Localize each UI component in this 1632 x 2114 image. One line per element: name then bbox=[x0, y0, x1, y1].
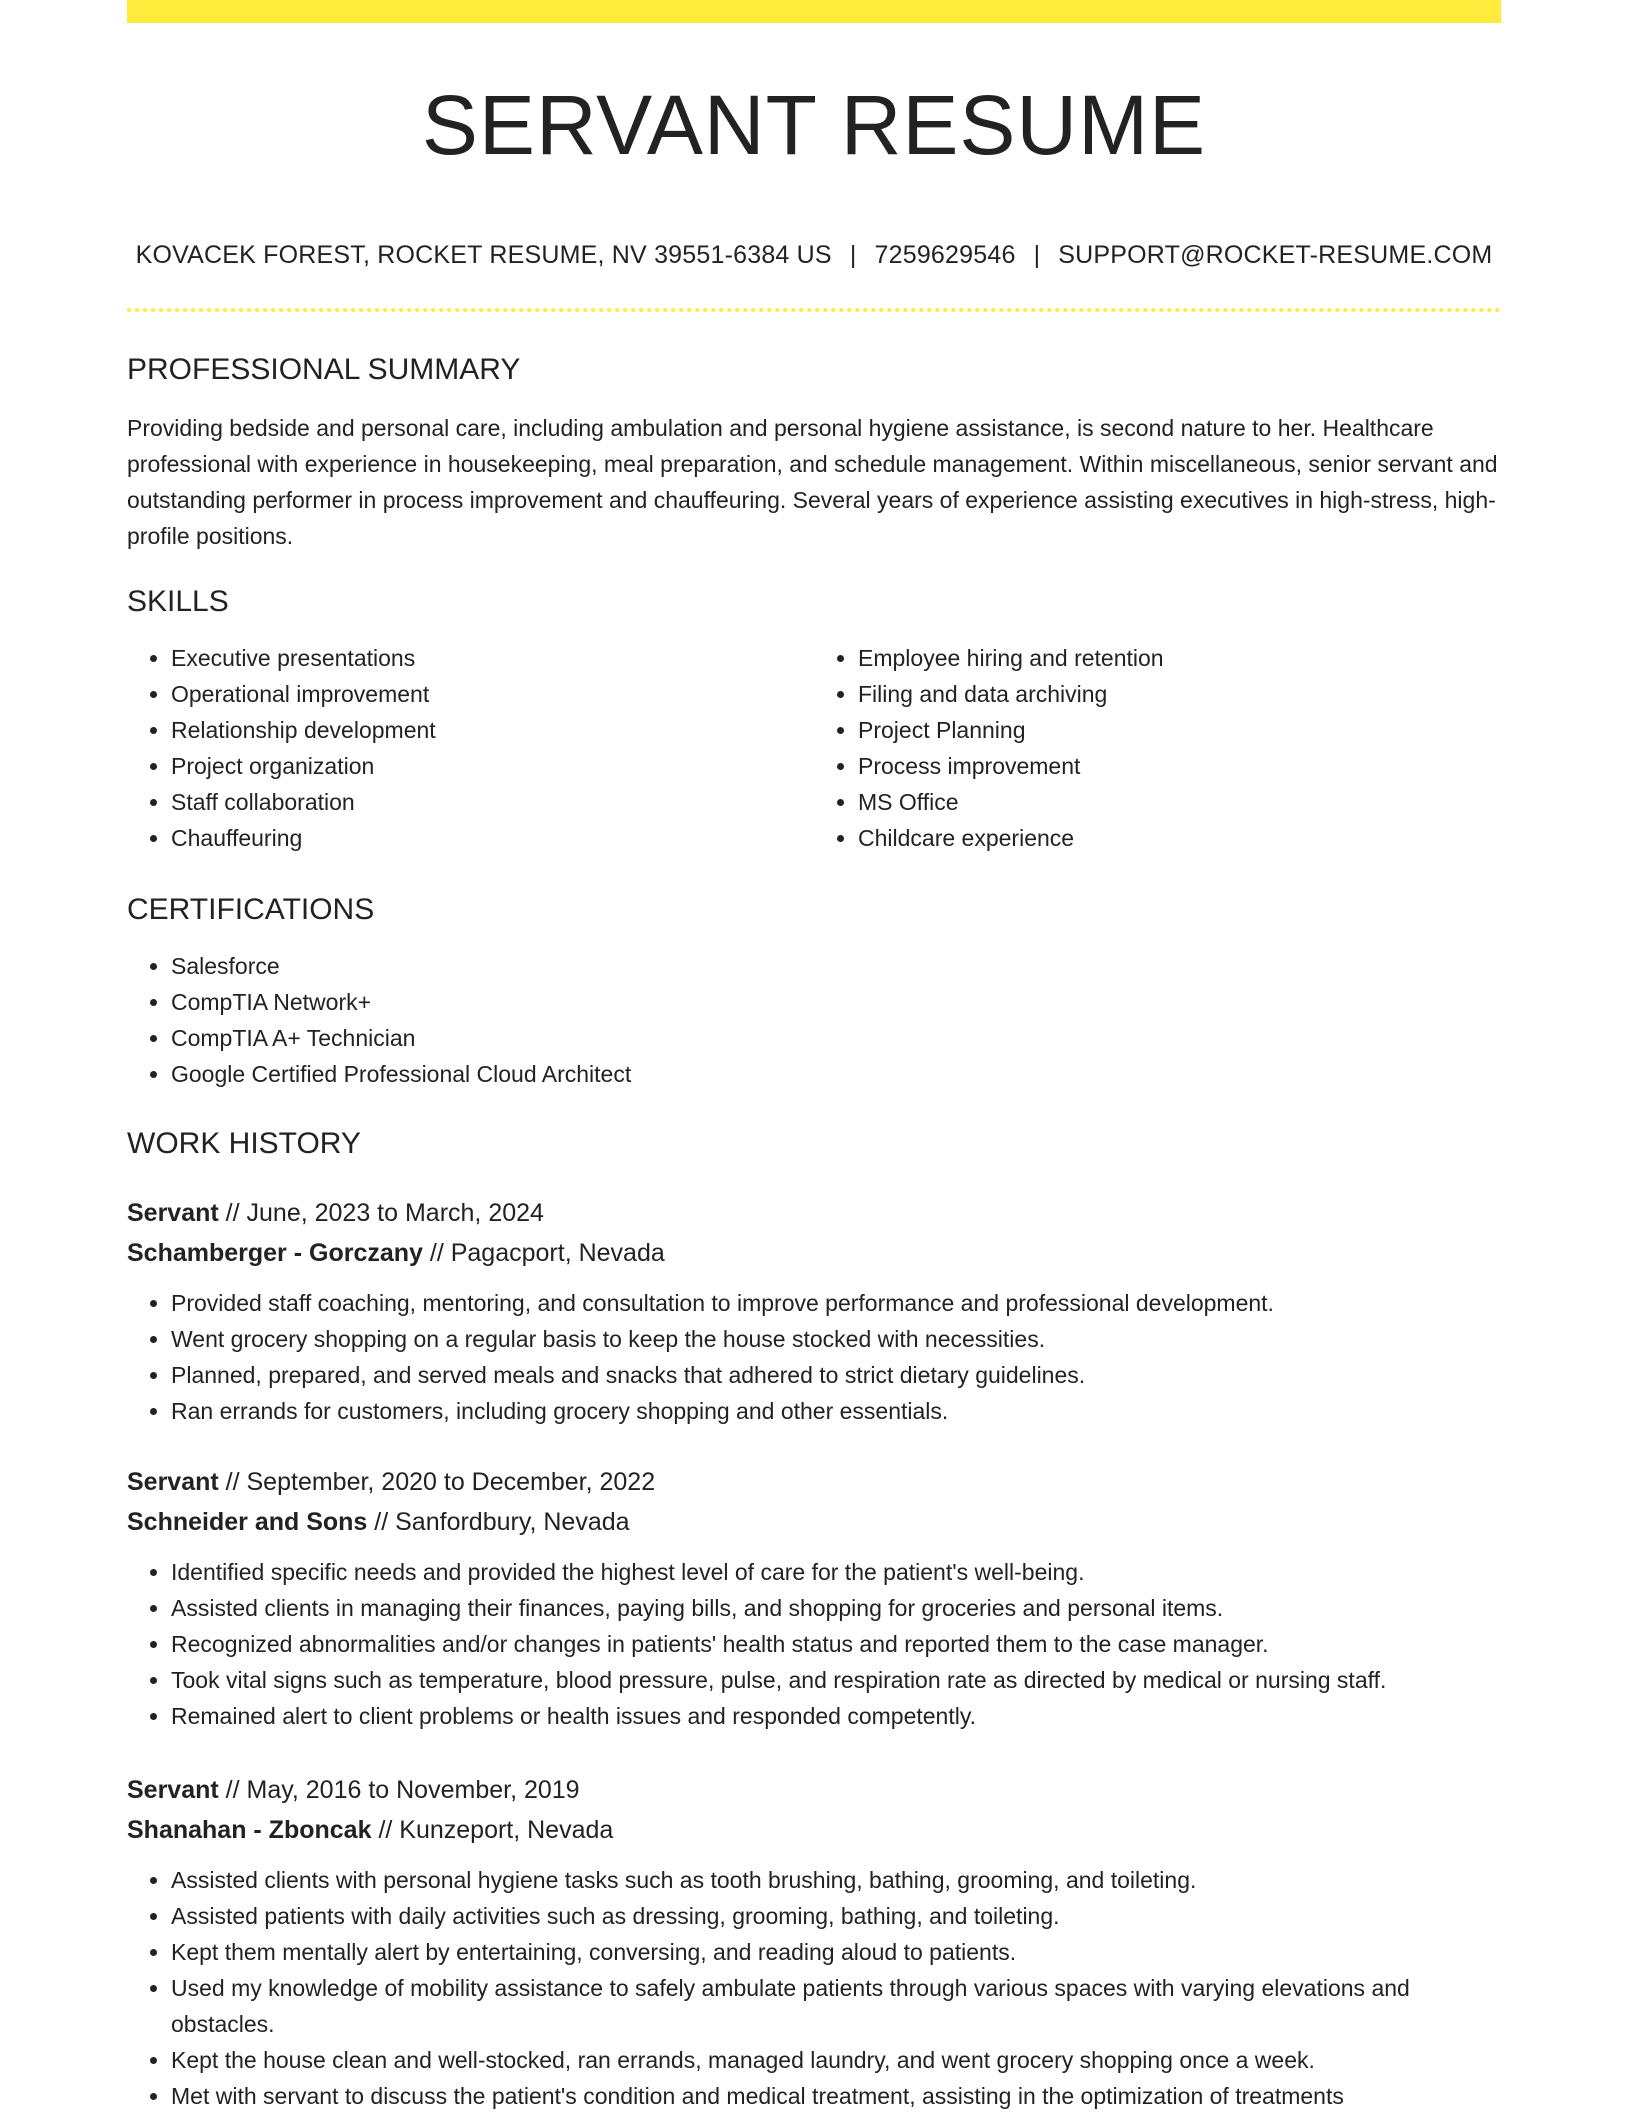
accent-top-bar bbox=[127, 0, 1501, 23]
job-title: Servant bbox=[127, 1776, 219, 1804]
contact-address: KOVACEK FOREST, ROCKET RESUME, NV 39551-6384 US bbox=[135, 241, 832, 269]
job-location: // Pagacport, Nevada bbox=[429, 1239, 665, 1267]
skill-item: • Project organization bbox=[171, 748, 814, 784]
contact-phone: 7259629546 bbox=[874, 241, 1016, 269]
contact-separator: | bbox=[849, 241, 857, 269]
job-bullet: • Assisted clients with personal hygiene tasks such as tooth brushing, bathing, grooming, and toileting. bbox=[171, 1862, 1501, 1898]
job-company: Schneider and Sons bbox=[127, 1508, 368, 1536]
job-bullet: • Kept the house clean and well-stocked, ran errands, managed laundry, and went grocery shopping once a week. bbox=[171, 2042, 1501, 2078]
certification-item: • Google Certified Professional Cloud Architect bbox=[171, 1056, 1501, 1092]
job-bullet: • Identified specific needs and provided the highest level of care for the patient's well-being. bbox=[171, 1554, 1501, 1590]
skills-list-left bbox=[127, 640, 814, 856]
resume-title: SERVANT RESUME bbox=[421, 78, 1207, 172]
job-title-line bbox=[127, 1770, 1501, 1810]
dotted-divider bbox=[127, 308, 1501, 312]
skill-item: • Chauffeuring bbox=[171, 820, 814, 856]
work-history-heading: WORK HISTORY bbox=[127, 1127, 361, 1160]
job-bullets bbox=[127, 1862, 1501, 2114]
job-company: Schamberger - Gorczany bbox=[127, 1239, 423, 1267]
skills-section bbox=[127, 584, 1501, 856]
job-location: // Kunzeport, Nevada bbox=[378, 1816, 614, 1844]
job-dates: // May, 2016 to November, 2019 bbox=[225, 1776, 580, 1804]
job-bullet: • Met with servant to discuss the patient's condition and medical treatment, assisting in the optimization of treatments bbox=[171, 2078, 1501, 2114]
job-bullet: • Recognized abnormalities and/or changes in patients' health status and reported them to the case manager. bbox=[171, 1626, 1501, 1662]
job-title: Servant bbox=[127, 1199, 219, 1227]
skills-grid bbox=[127, 640, 1501, 856]
work-history-section bbox=[127, 1126, 1501, 1162]
job-company-line bbox=[127, 1502, 1501, 1542]
job-bullet: • Ran errands for customers, including grocery shopping and other essentials. bbox=[171, 1393, 1501, 1429]
certification-item: • Salesforce bbox=[171, 948, 1501, 984]
job-entry bbox=[127, 1770, 1501, 2114]
job-bullet: • Assisted clients in managing their finances, paying bills, and shopping for groceries and personal items. bbox=[171, 1590, 1501, 1626]
certifications-section bbox=[127, 892, 1501, 1092]
contact-separator: | bbox=[1033, 241, 1041, 269]
job-bullet: • Took vital signs such as temperature, blood pressure, pulse, and respiration rate as directed by medical or nursing staff. bbox=[171, 1662, 1501, 1698]
skill-item: • Staff collaboration bbox=[171, 784, 814, 820]
summary-text: Providing bedside and personal care, including ambulation and personal hygiene assistance, is second nature to her. Healthcare professional with experience in housekeeping, meal preparation, and schedule management. Within miscellaneous, senior servant and outstanding performer in process improvement and chauffeuring. Several years of experience assisting executives in high-stress, high-profile positions. bbox=[127, 415, 1498, 549]
skill-item: • Process improvement bbox=[858, 748, 1501, 784]
certification-item: • CompTIA A+ Technician bbox=[171, 1020, 1501, 1056]
job-bullet: • Used my knowledge of mobility assistance to safely ambulate patients through various spaces with varying elevations and obstacles. bbox=[171, 1970, 1501, 2042]
contact-email: SUPPORT@ROCKET-RESUME.COM bbox=[1058, 241, 1493, 269]
job-title: Servant bbox=[127, 1468, 219, 1496]
job-bullet: • Kept them mentally alert by entertaining, conversing, and reading aloud to patients. bbox=[171, 1934, 1501, 1970]
skill-item: • Project Planning bbox=[858, 712, 1501, 748]
job-location: // Sanfordbury, Nevada bbox=[374, 1508, 630, 1536]
certifications-list bbox=[127, 948, 1501, 1092]
job-bullet: • Went grocery shopping on a regular basis to keep the house stocked with necessities. bbox=[171, 1321, 1501, 1357]
certification-item: • CompTIA Network+ bbox=[171, 984, 1501, 1020]
skill-item: • Operational improvement bbox=[171, 676, 814, 712]
summary-section bbox=[127, 352, 1501, 554]
resume-page bbox=[127, 0, 1501, 2109]
job-title-line bbox=[127, 1193, 1501, 1233]
job-dates: // June, 2023 to March, 2024 bbox=[225, 1199, 544, 1227]
skill-item: • Employee hiring and retention bbox=[858, 640, 1501, 676]
summary-heading: PROFESSIONAL SUMMARY bbox=[127, 353, 521, 386]
job-company-line bbox=[127, 1810, 1501, 1850]
job-company: Shanahan - Zboncak bbox=[127, 1816, 372, 1844]
job-bullet: • Provided staff coaching, mentoring, and consultation to improve performance and professional development. bbox=[171, 1285, 1501, 1321]
skill-item: • MS Office bbox=[858, 784, 1501, 820]
certifications-heading: CERTIFICATIONS bbox=[127, 893, 375, 926]
job-bullets bbox=[127, 1285, 1501, 1429]
skills-list-right bbox=[814, 640, 1501, 856]
skill-item: • Relationship development bbox=[171, 712, 814, 748]
job-bullets bbox=[127, 1554, 1501, 1734]
job-entry bbox=[127, 1462, 1501, 1734]
job-bullet: • Planned, prepared, and served meals and snacks that adhered to strict dietary guidelines. bbox=[171, 1357, 1501, 1393]
contact-line bbox=[127, 241, 1501, 270]
job-bullet: • Remained alert to client problems or health issues and responded competently. bbox=[171, 1698, 1501, 1734]
skill-item: • Childcare experience bbox=[858, 820, 1501, 856]
job-company-line bbox=[127, 1233, 1501, 1273]
job-title-line bbox=[127, 1462, 1501, 1502]
skill-item: • Filing and data archiving bbox=[858, 676, 1501, 712]
job-dates: // September, 2020 to December, 2022 bbox=[225, 1468, 656, 1496]
skill-item: • Executive presentations bbox=[171, 640, 814, 676]
job-entry bbox=[127, 1193, 1501, 1429]
skills-heading: SKILLS bbox=[127, 585, 229, 618]
job-bullet: • Assisted patients with daily activities such as dressing, grooming, bathing, and toileting. bbox=[171, 1898, 1501, 1934]
